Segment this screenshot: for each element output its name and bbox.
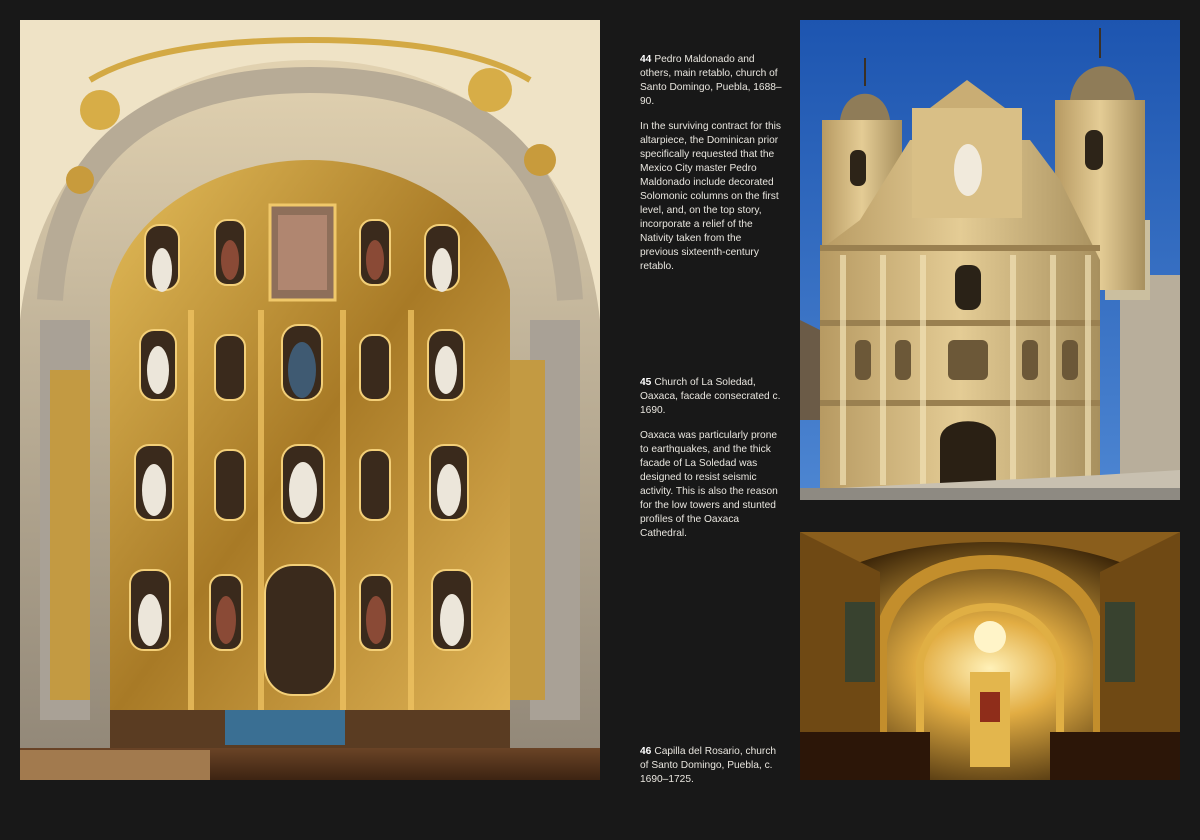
caption-46-title	[640, 745, 782, 787]
chapel-interior-illustration	[800, 532, 1180, 780]
caption-44-title	[640, 53, 782, 109]
facade-illustration	[800, 20, 1180, 500]
photo-altarpiece-santo-domingo	[20, 20, 600, 780]
figure-number-46: 46	[640, 746, 652, 757]
caption-46-title-text: Capilla del Rosario, church of Santo Domingo, Puebla, c. 1690–1725.	[640, 746, 777, 785]
figure-number-44: 44	[640, 54, 652, 65]
caption-45-title-text: Church of La Soledad, Oaxaca, facade consecrated c. 1690.	[640, 377, 781, 416]
photo-capilla-del-rosario	[800, 532, 1180, 780]
caption-figure-45	[640, 376, 782, 552]
caption-45-title	[640, 376, 782, 418]
altarpiece-illustration	[20, 20, 600, 780]
photo-la-soledad-facade	[800, 20, 1180, 500]
caption-figure-44	[640, 53, 782, 285]
caption-45-body: Oaxaca was particularly prone to earthquakes, and the thick facade of La Soledad was designed to resist seismic activity. This is also the reason for the low towers and stunted profiles of the Oaxaca Cathedral.	[640, 430, 778, 539]
caption-figure-46	[640, 745, 782, 798]
caption-44-title-text: Pedro Maldonado and others, main retablo, church of Santo Domingo, Puebla, 1688–90.	[640, 54, 782, 107]
figure-number-45: 45	[640, 377, 652, 388]
caption-44-body: In the surviving contract for this altarpiece, the Dominican prior specifically requested that the Mexico City master Pedro Maldonado include decorated Solomonic columns on the first level, and, on the top story, incorporate a relief of the Nativity taken from the previous sixteenth-century retablo.	[640, 121, 781, 272]
